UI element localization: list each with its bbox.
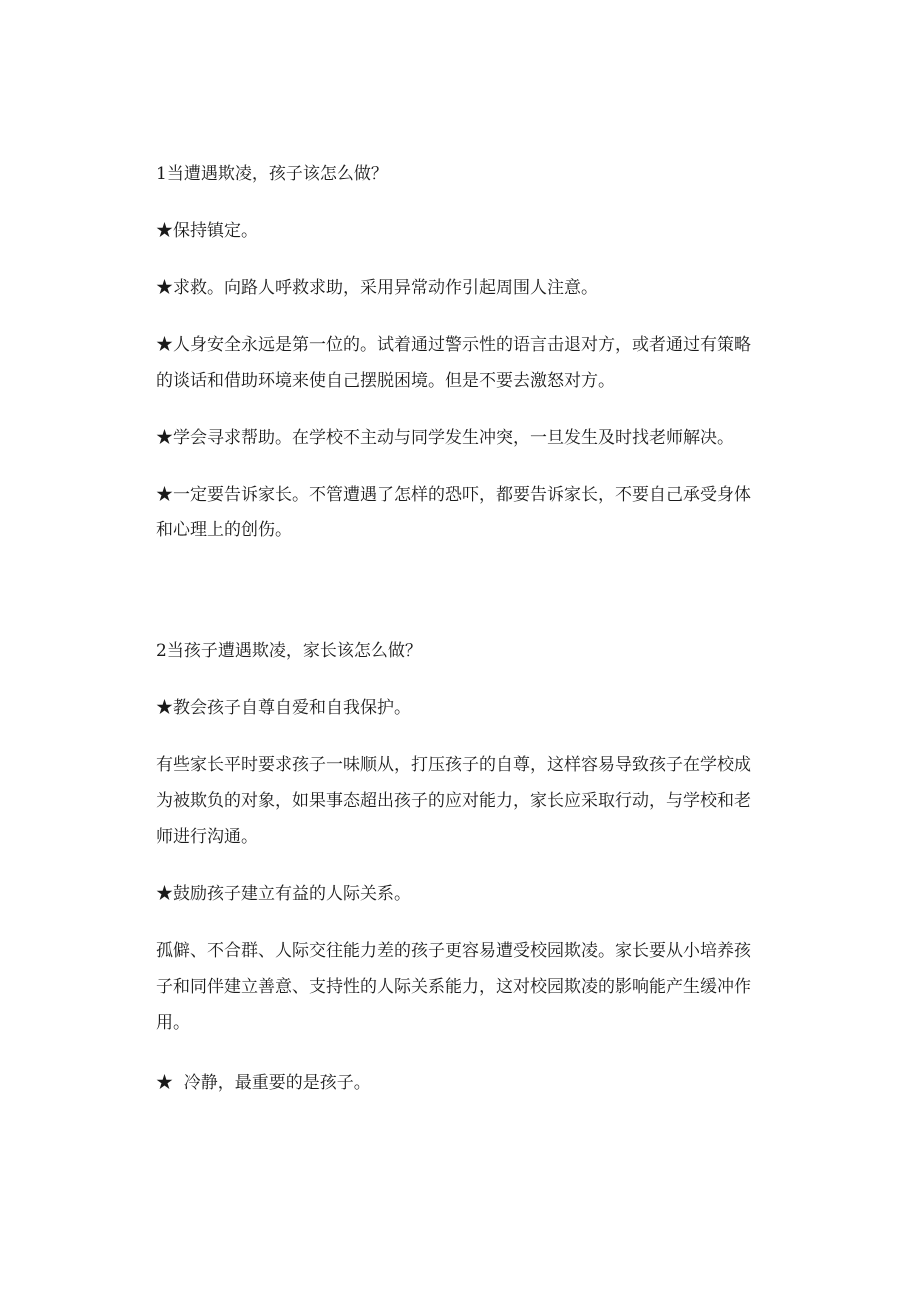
section2-paragraph-isolation-line1: 孤僻、不合群、人际交往能力差的孩子更容易遭受校园欺凌。家长要从小培养孩 xyxy=(156,941,751,961)
section2-paragraph-isolation-line2: 子和同伴建立善意、支持性的人际关系能力，这对校园欺凌的影响能产生缓冲作 xyxy=(156,977,751,997)
section2-item-self-respect: ★教会孩子自尊自爱和自我保护。 xyxy=(156,698,411,718)
section1-item-safety-first-line2: 的谈话和借助环境来使自己摆脱困境。但是不要去激怒对方。 xyxy=(156,371,615,391)
section1-item-safety-first-line1: ★人身安全永远是第一位的。试着通过警示性的语言击退对方，或者通过有策略 xyxy=(156,335,751,355)
section2-paragraph-obedience-line3: 师进行沟通。 xyxy=(156,827,258,847)
section1-item-tell-parents-line1: ★一定要告诉家长。不管遭遇了怎样的恐吓，都要告诉家长，不要自己承受身体 xyxy=(156,485,751,505)
section1-item-call-for-help: ★求救。向路人呼救求助，采用异常动作引起周围人注意。 xyxy=(156,278,598,298)
section2-paragraph-obedience-line1: 有些家长平时要求孩子一味顺从，打压孩子的自尊，这样容易导致孩子在学校成 xyxy=(156,755,751,775)
section1-heading: 1当遭遇欺凌，孩子该怎么做？ xyxy=(156,164,388,184)
section1-item-keep-calm: ★保持镇定。 xyxy=(156,221,258,241)
section2-paragraph-isolation-line3: 用。 xyxy=(156,1013,190,1033)
section1-item-tell-parents-line2: 和心理上的创伤。 xyxy=(156,520,292,540)
section2-item-relationships: ★鼓励孩子建立有益的人际关系。 xyxy=(156,884,411,904)
section1-item-seek-help: ★学会寻求帮助。在学校不主动与同学发生冲突，一旦发生及时找老师解决。 xyxy=(156,428,734,448)
section2-item-stay-calm: ★ 冷静，最重要的是孩子。 xyxy=(156,1073,371,1093)
section2-heading: 2当孩子遭遇欺凌，家长该怎么做？ xyxy=(156,641,422,661)
section2-paragraph-obedience-line2: 为被欺负的对象，如果事态超出孩子的应对能力，家长应采取行动，与学校和老 xyxy=(156,791,751,811)
